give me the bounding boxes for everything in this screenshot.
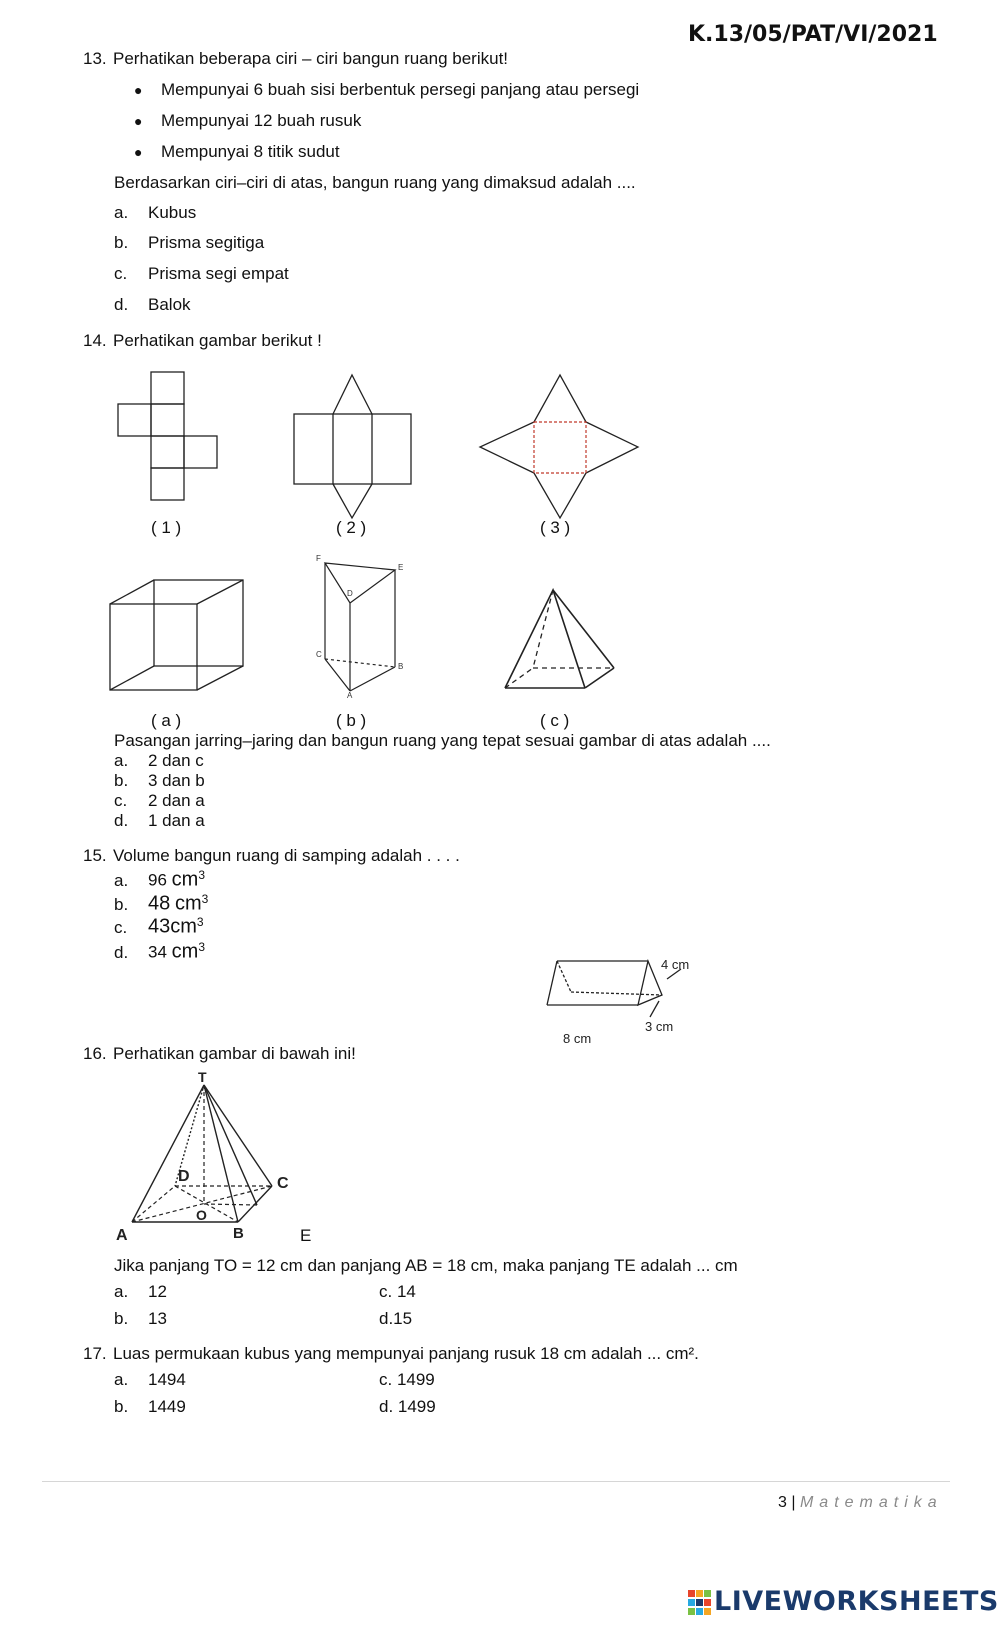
prism-solid-figure	[316, 554, 406, 700]
prism-net-figure	[292, 373, 417, 520]
q13-option-c[interactable]: c. Prisma segi empat	[114, 264, 289, 283]
question-17-prompt	[83, 1344, 699, 1364]
q15-width-label: 3 cm	[645, 1019, 674, 1034]
liveworksheets-logo-icon	[688, 1590, 712, 1616]
q13-option-a[interactable]: a. Kubus	[114, 203, 197, 222]
question-text: Luas permukaan kubus yang mempunyai panjang rusuk 18 cm adalah ... cm².	[113, 1344, 699, 1363]
vertex-label-B: B	[398, 662, 404, 671]
q14-option-a[interactable]: a. 2 dan c	[114, 751, 204, 770]
question-13-prompt	[83, 49, 508, 69]
vertex-label-C: C	[316, 650, 322, 659]
q14-option-b[interactable]: b. 3 dan b	[114, 771, 205, 790]
solid-label-c: ( c )	[540, 711, 570, 730]
question-15-prompt	[83, 846, 460, 866]
question-number: 13.	[83, 49, 107, 68]
question-text: Perhatikan gambar di bawah ini!	[113, 1044, 356, 1063]
q13-option-d[interactable]: d. Balok	[114, 295, 191, 314]
pyramid-solid-figure	[503, 588, 618, 693]
q16-pyramid-figure	[112, 1068, 327, 1243]
q16-question: Jika panjang TO = 12 cm dan panjang AB = 18 cm, maka panjang TE adalah ... cm	[114, 1256, 738, 1275]
vertex-label-T: T	[198, 1069, 207, 1085]
bullet-icon: ●	[134, 82, 143, 98]
footer-separator: |	[791, 1494, 796, 1511]
question-number: 17.	[83, 1344, 107, 1363]
solid-label-b: ( b )	[336, 711, 367, 730]
vertex-label-A: A	[347, 691, 353, 700]
question-number: 16.	[83, 1044, 107, 1063]
q15-option-a[interactable]: a. 96 $cm^3$	[114, 868, 206, 891]
vertex-label-D: D	[178, 1168, 190, 1185]
q16-option-b[interactable]: b. 13	[114, 1309, 167, 1328]
q15-option-d[interactable]: d. 34 $cm^3$	[114, 940, 206, 963]
question-16-prompt	[83, 1044, 356, 1064]
q14-option-c[interactable]: c. 2 dan a	[114, 791, 205, 810]
vertex-label-F: F	[316, 554, 321, 563]
question-number: 15.	[83, 846, 107, 865]
question-text: Volume bangun ruang di samping adalah . . . .	[113, 846, 460, 865]
net-label-1: ( 1 )	[151, 518, 182, 537]
cube-net-figure	[118, 370, 218, 510]
vertex-label-E: E	[398, 563, 404, 572]
q13-question: Berdasarkan ciri–ciri di atas, bangun ruang yang dimaksud adalah ....	[114, 173, 636, 192]
q13-bullet-3: Mempunyai 8 titik sudut	[161, 142, 340, 161]
q16-option-a[interactable]: a. 12	[114, 1282, 167, 1301]
vertex-label-A: A	[116, 1227, 128, 1244]
question-text: Perhatikan gambar berikut !	[113, 331, 322, 350]
q17-option-c[interactable]: c. 1499	[379, 1370, 435, 1389]
q14-question: Pasangan jarring–jaring dan bangun ruang yang tepat sesuai gambar di atas adalah ....	[114, 731, 771, 750]
q15-height-label: 4 cm	[661, 957, 690, 972]
cube-solid-figure	[108, 578, 248, 693]
q15-prism-figure	[545, 955, 745, 1045]
vertex-label-O: O	[196, 1207, 207, 1223]
q15-option-c[interactable]: c. $43cm^3$	[114, 915, 204, 938]
q15-length-label: 8 cm	[563, 1031, 592, 1046]
q17-option-a[interactable]: a. 1494	[114, 1370, 186, 1389]
page-number: 3	[778, 1494, 787, 1511]
q14-option-d[interactable]: d. 1 dan a	[114, 811, 205, 830]
q13-bullet-2: Mempunyai 12 buah rusuk	[161, 111, 362, 130]
bullet-icon: ●	[134, 144, 143, 160]
net-label-3: ( 3 )	[540, 518, 571, 537]
liveworksheets-brand[interactable]: LIVEWORKSHEETS	[714, 1586, 999, 1617]
pyramid-net-figure	[478, 373, 644, 520]
footer-divider	[42, 1481, 950, 1482]
vertex-label-D: D	[347, 589, 353, 598]
subject-name: Matematika	[799, 1494, 943, 1511]
q16-point-E-label: E	[300, 1226, 312, 1245]
q16-option-d[interactable]: d.15	[379, 1309, 413, 1328]
q13-bullet-1: Mempunyai 6 buah sisi berbentuk persegi panjang atau persegi	[161, 80, 640, 99]
question-text: Perhatikan beberapa ciri – ciri bangun ruang berikut!	[113, 49, 509, 68]
q15-option-b[interactable]: b. 48 $cm^3$	[114, 892, 209, 915]
page-footer	[778, 1494, 943, 1512]
q17-option-b[interactable]: b. 1449	[114, 1397, 186, 1416]
net-label-2: ( 2 )	[336, 518, 367, 537]
q16-option-c[interactable]: c. 14	[379, 1282, 416, 1301]
solid-label-a: ( a )	[151, 711, 182, 730]
question-number: 14.	[83, 331, 107, 350]
vertex-label-C: C	[277, 1175, 289, 1192]
bullet-icon: ●	[134, 113, 143, 129]
q17-option-d[interactable]: d. 1499	[379, 1397, 436, 1416]
vertex-label-B: B	[233, 1225, 244, 1242]
document-code: K.13/05/PAT/VI/2021	[688, 22, 938, 47]
question-14-prompt	[83, 331, 322, 351]
q13-option-b[interactable]: b. Prisma segitiga	[114, 233, 265, 252]
